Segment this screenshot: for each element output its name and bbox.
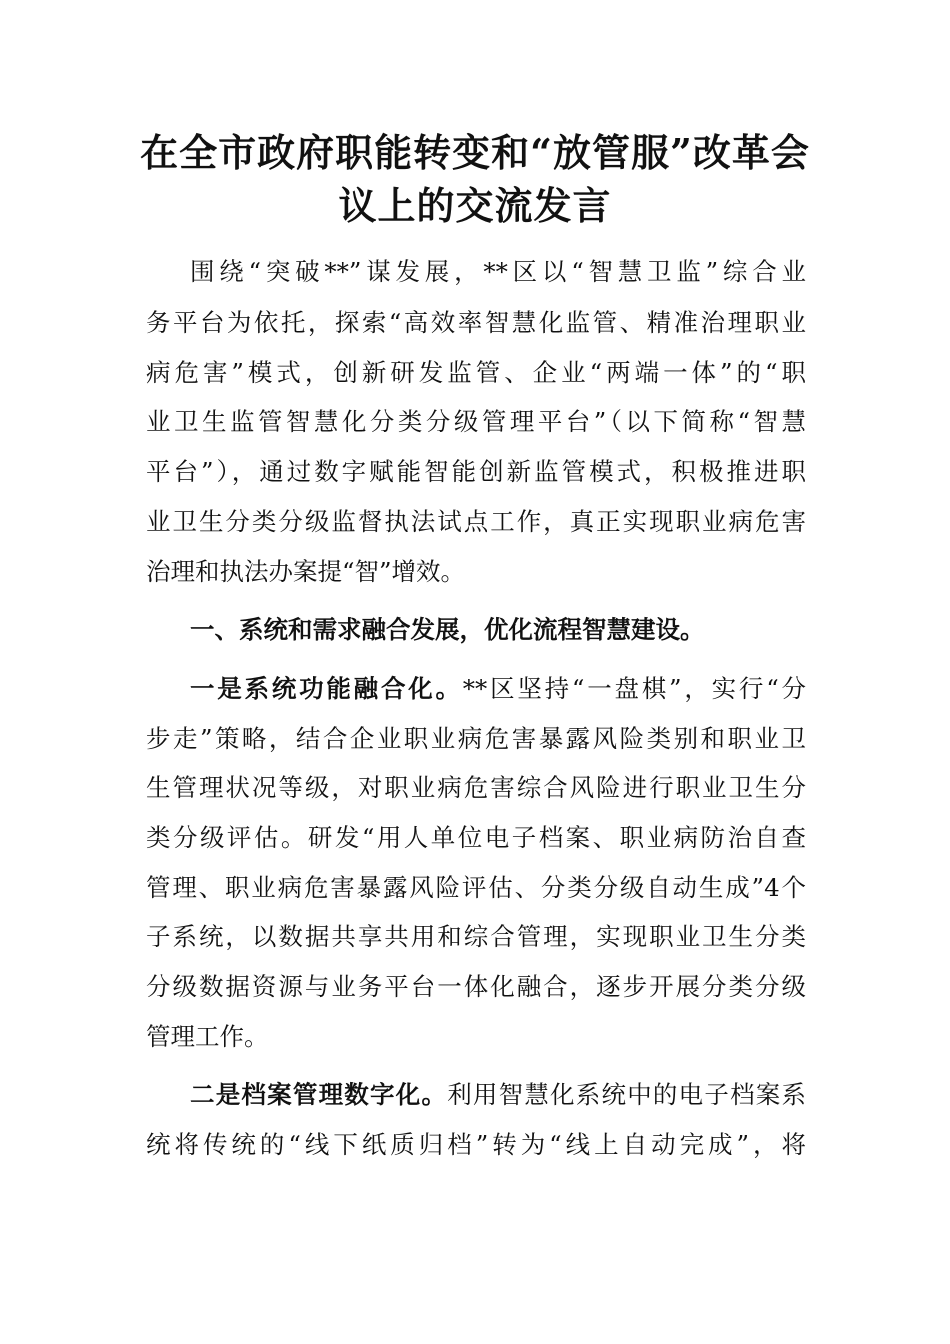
paragraph-1-first-line-text: **区坚持“一盘棋”，实行“分 — [462, 674, 807, 703]
paragraph-2-line: 统将传统的“线下纸质归档”转为“线上自动完成”，将 — [146, 1130, 806, 1159]
intro-line: 业卫生监管智慧化分类分级管理平台”（以下简称“智慧 — [146, 407, 806, 436]
intro-line: 围绕“突破**”谋发展，**区以“智慧卫监”综合业 — [190, 257, 806, 286]
intro-line: 平台”），通过数字赋能智能创新监管模式，积极推进职 — [146, 457, 806, 486]
paragraph-1-line: 管理、职业病危害暴露风险评估、分类分级自动生成”4个 — [146, 873, 806, 902]
paragraph-1-line: 子系统，以数据共享共用和综合管理，实现职业卫生分类 — [146, 922, 806, 951]
paragraph-2-first-line-text: 利用智慧化系统中的电子档案系 — [447, 1080, 807, 1109]
intro-line: 务平台为依托，探索“高效率智慧化监管、精准治理职业 — [146, 308, 806, 337]
paragraph-1-line: 类分级评估。研发“用人单位电子档案、职业病防治自查 — [146, 823, 806, 852]
intro-line: 治理和执法办案提“智”增效。 — [146, 557, 466, 586]
intro-line: 业卫生分类分级监督执法试点工作，真正实现职业病危害 — [146, 507, 806, 536]
paragraph-1-line: 分级数据资源与业务平台一体化融合，逐步开展分类分级 — [146, 972, 806, 1001]
paragraph-1-line: 步走”策略，结合企业职业病危害暴露风险类别和职业卫 — [146, 724, 806, 753]
paragraph-1-line: 生管理状况等级，对职业病危害综合风险进行职业卫生分 — [146, 773, 806, 802]
document-title-line-2: 议上的交流发言 — [338, 183, 612, 228]
paragraph-2-first-line — [146, 1079, 806, 1111]
section-heading: 一、系统和需求融合发展，优化流程智慧建设。 — [190, 615, 705, 644]
paragraph-2-lead: 二是档案管理数字化。 — [190, 1080, 448, 1109]
paragraph-1-lead: 一是系统功能融合化。 — [190, 674, 463, 703]
paragraph-1-first-line — [146, 673, 806, 705]
intro-line: 病危害”模式，创新研发监管、企业“两端一体”的“职 — [146, 358, 806, 387]
document-title-line-1: 在全市政府职能转变和“放管服”改革会 — [140, 130, 810, 175]
paragraph-1-line: 管理工作。 — [146, 1022, 269, 1051]
